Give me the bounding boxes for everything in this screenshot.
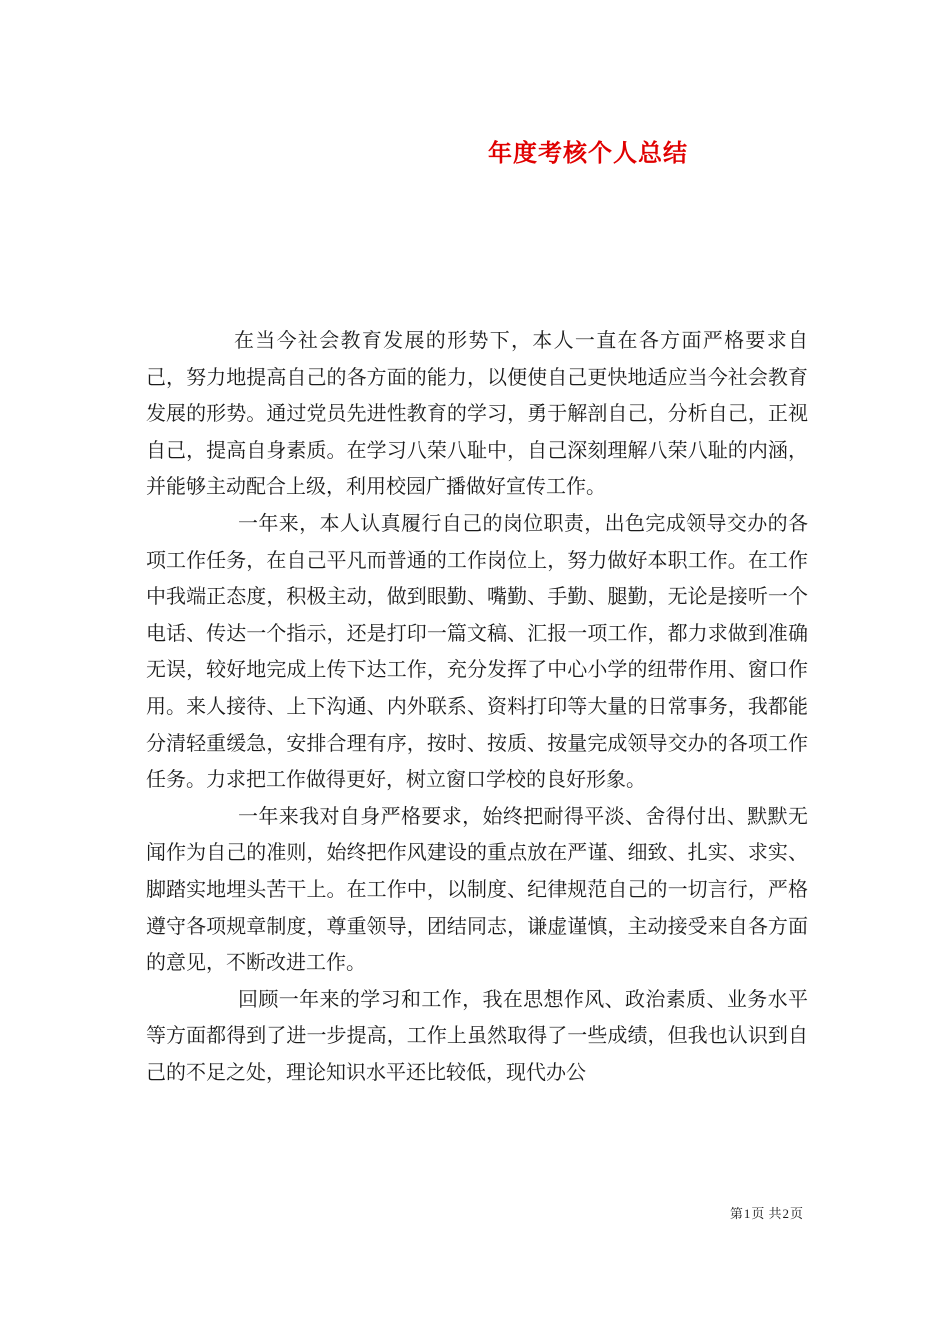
document-body bbox=[146, 322, 808, 1090]
page-number-footer bbox=[730, 1203, 803, 1222]
footer-total-pages: 2 bbox=[782, 1206, 789, 1221]
paragraph-2: 一年来，本人认真履行自己的岗位职责，出色完成领导交办的各项工作任务，在自己平凡而普通的工作岗位上，努力做好本职工作。在工作中我端正态度，积极主动，做到眼勤、嘴勤、手勤、腿勤，无论是接听一个电话、传达一个指示，还是打印一篇文稿、汇报一项工作，都力求做到准确无误，较好地完成上传下达工作，充分发挥了中心小学的纽带作用、窗口作用。来人接待、上下沟通、内外联系、资料打印等大量的日常事务，我都能分清轻重缓急，安排合理有序，按时、按质、按量完成领导交办的各项工作任务。力求把工作做得更好，树立窗口学校的良好形象。 bbox=[146, 510, 808, 792]
footer-prefix: 第 bbox=[729, 1207, 743, 1222]
paragraph-4: 回顾一年来的学习和工作，我在思想作风、政治素质、业务水平等方面都得到了进一步提高，工作上虽然取得了一些成绩，但我也认识到自己的不足之处，理论知识水平还比较低，现代办公 bbox=[146, 986, 808, 1084]
footer-middle: 页 共 bbox=[751, 1207, 782, 1222]
paragraph-1: 在当今社会教育发展的形势下，本人一直在各方面严格要求自己，努力地提高自己的各方面的能力，以便使自己更快地适应当今社会教育发展的形势。通过党员先进性教育的学习，勇于解剖自己，分析自己，正视自己，提高自身素质。在学习八荣八耻中，自己深刻理解八荣八耻的内涵，并能够主动配合上级，利用校园广播做好宣传工作。 bbox=[146, 328, 808, 499]
footer-current-page: 1 bbox=[743, 1206, 751, 1221]
paragraph-3: 一年来我对自身严格要求，始终把耐得平淡、舍得付出、默默无闻作为自己的准则，始终把作风建设的重点放在严谨、细致、扎实、求实、脚踏实地埋头苦干上。在工作中，以制度、纪律规范自己的一切言行，严格遵守各项规章制度，尊重领导，团结同志，谦虚谨慎，主动接受来自各方面的意见，不断改进工作。 bbox=[146, 803, 808, 975]
footer-suffix: 页 bbox=[789, 1207, 803, 1222]
document-title: 年度考核个人总结 bbox=[488, 138, 688, 167]
